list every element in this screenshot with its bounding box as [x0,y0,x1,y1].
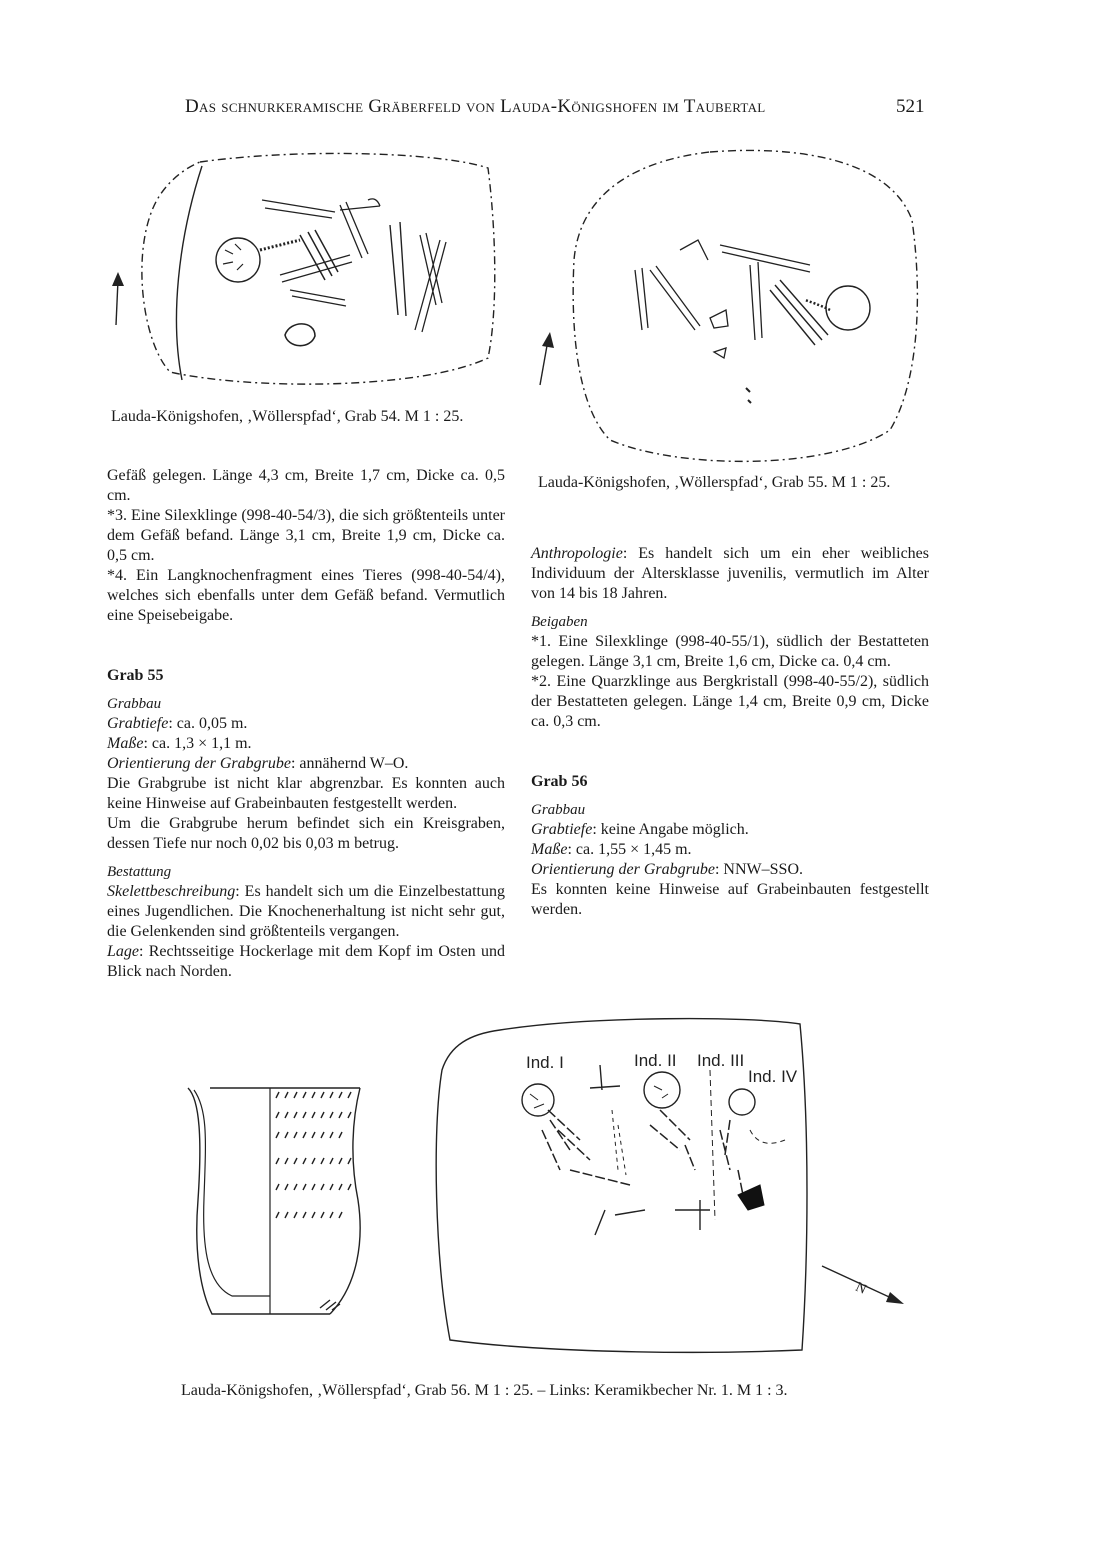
left-paragraph-3: *4. Ein Langknochenfragment eines Tieres (998-40-54/4), welches sich ebenfalls unter dem Gefäß befand. Vermutlich eine Speisebeigabe. [107,567,505,624]
grabtiefe-label: Grabtiefe [531,821,593,838]
left-paragraph-4: Die Grabgrube ist nicht klar abgrenzbar. Es konnten auch keine Hinweise auf Grabeinbauten festgestellt werden. [107,775,505,812]
grabtiefe-label: Grabtiefe [107,715,169,732]
beigabe-1: *1. Eine Silexklinge (998-40-55/1), südlich der Bestatteten gelegen. Länge 3,1 cm, Breite 1,6 cm, Dicke ca. 0,4 cm. [531,633,929,670]
orient-label: Orientierung der Grabgrube [107,755,291,772]
ind-label-4: Ind. IV [748,1067,798,1086]
grab56-masse [531,840,929,860]
anthro-paragraph [531,544,929,604]
bestattung-label: Bestattung [107,864,172,880]
skelett-label: Skelettbeschreibung [107,883,236,900]
left-paragraph-2: *3. Eine Silexklinge (998-40-54/3), die sich größtenteils unter dem Gefäß befand. Länge 3,1 cm, Breite 1,9 cm, Dicke ca. 0,5 cm. [107,507,505,564]
grab55-plan-drawing [530,140,930,470]
grab55-grabtiefe [107,714,505,734]
grab56-grabtiefe [531,820,929,840]
left-paragraph-1: Gefäß gelegen. Länge 4,3 cm, Breite 1,7 cm, Dicke ca. 0,5 cm. [107,467,505,504]
anthro-label: Anthropologie [531,545,623,562]
lage-value: : Rechtsseitige Hockerlage mit dem Kopf im Osten und Blick nach Norden. [107,943,505,980]
grab56-grabbau-label: Grabbau [531,802,586,818]
beaker-drawing [180,1080,370,1325]
grab56-caption: Lauda-Königshofen, ‚Wöllerspfad‘, Grab 56. M 1 : 25. – Links: Keramikbecher Nr. 1. M 1 : 3. [181,1382,788,1399]
left-paragraph-5: Um die Grabgrube herum befindet sich ein Kreisgraben, dessen Tiefe nur noch 0,02 bis 0,03 m betrug. [107,815,505,852]
grab55-grabbau-label: Grabbau [107,696,162,712]
ind-label-2: Ind. II [634,1051,677,1070]
skelett-paragraph [107,882,505,942]
grab56-orientierung [531,860,929,880]
masse-value: : ca. 1,55 × 1,45 m. [567,841,692,858]
ind-label-1: Ind. I [526,1053,564,1072]
page-number: 521 [896,96,925,117]
orient-label: Orientierung der Grabgrube [531,861,715,878]
anthro-value: : Es handelt sich um ein eher weibliches Individuum der Altersklasse juvenilis, vermutlich im Alter von 14 bis 18 Jahren. [531,545,929,602]
grab55-caption: Lauda-Königshofen, ‚Wöllerspfad‘, Grab 55. M 1 : 25. [538,474,891,491]
lage-label: Lage [107,943,139,960]
ind-label-3: Ind. III [697,1051,745,1070]
grabtiefe-value: : ca. 0,05 m. [168,715,248,732]
masse-value: : ca. 1,3 × 1,1 m. [143,735,252,752]
grab56-heading: Grab 56 [531,773,588,790]
skelett-value: : Es handelt sich um die Einzelbestattung eines Jugendlichen. Die Knochenerhaltung ist nicht sehr gut, die Gelenkenden sind größtenteils vergangen. [107,883,505,940]
masse-label: Maße [107,735,144,752]
lage-paragraph [107,942,505,982]
right-text-column [531,544,929,920]
grabtiefe-value: : keine Angabe möglich. [592,821,749,838]
grab54-plan-drawing [100,140,520,400]
beigabe-2: *2. Eine Quarzklinge aus Bergkristall (998-40-55/2), südlich der Bestatteten gelegen. Länge 1,4 cm, Breite 0,9 cm, Dicke ca. 0,3 cm. [531,673,929,730]
orient-value: : NNW–SSO. [714,861,803,878]
beigaben-label: Beigaben [531,614,588,630]
grab54-caption: Lauda-Königshofen, ‚Wöllerspfad‘, Grab 54. M 1 : 25. [111,408,464,425]
masse-label: Maße [531,841,568,858]
running-title: Das schnurkeramische Gräberfeld von Lauda-Königshofen im Taubertal [185,96,766,117]
left-text-column [107,466,505,982]
grab55-heading: Grab 55 [107,667,164,684]
right-paragraph-1: Es konnten keine Hinweise auf Grabeinbauten festgestellt werden. [531,881,929,918]
orient-value: : annähernd W–O. [290,755,409,772]
ind-labels [526,1051,798,1086]
north-label: N [852,1279,869,1298]
grab55-masse [107,734,505,754]
grab55-orientierung [107,754,505,774]
grab56-plan-drawing [430,1010,910,1365]
